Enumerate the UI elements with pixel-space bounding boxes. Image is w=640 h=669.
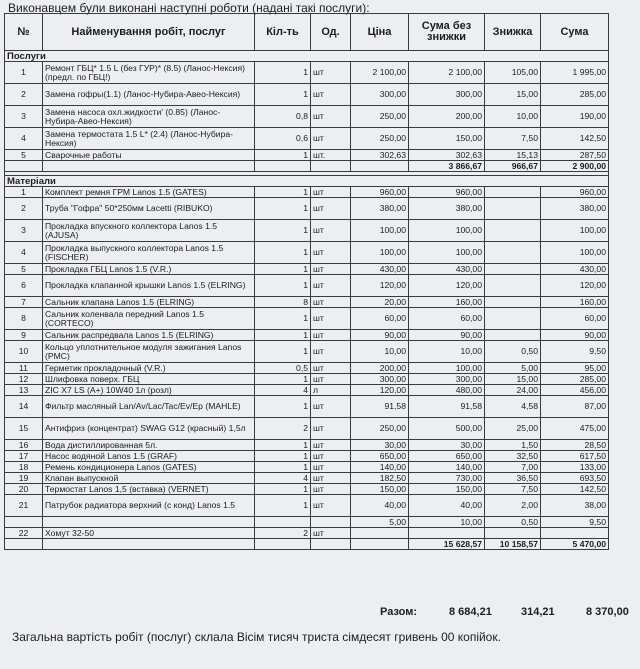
cell-qty: 1 [255,198,311,220]
cell-n: 20 [5,484,43,495]
cell-disc [485,242,541,264]
cell-disc: 7,00 [485,462,541,473]
table-row [5,308,609,330]
cell-disc [485,528,541,539]
cell-qty: 1 [255,275,311,297]
cell-sum: 300,00 [409,84,485,106]
cell-qty: 0,6 [255,128,311,150]
cell-total: 960,00 [541,187,609,198]
cell-name [43,517,255,528]
column-header: Найменування робіт, послуг [43,14,255,51]
cell-name: Термостат Lanos 1,5 (вставка) (VERNET) [43,484,255,495]
cell-disc: 7,50 [485,128,541,150]
section-total-disc: 10 158,57 [485,539,541,550]
table-row [5,341,609,363]
cell-sum: 650,00 [409,451,485,462]
cell-disc [485,187,541,198]
column-header: Кіл-ть [255,14,311,51]
cell-name: Прокладка ГБЦ Lanos 1.5 (V.R.) [43,264,255,275]
cell-price [351,528,409,539]
table-row [5,484,609,495]
cell-unit: шт [311,440,351,451]
cell-unit: шт [311,198,351,220]
cell-disc: 36,50 [485,473,541,484]
cell-sum: 480,00 [409,385,485,396]
cell-qty: 4 [255,473,311,484]
table-row [5,396,609,418]
cell-qty: 1 [255,484,311,495]
summary-discount: 314,21 [521,606,555,618]
cell-name: ZIC X7 LS (A+) 10W40 1л (розл) [43,385,255,396]
cell-sum: 100,00 [409,220,485,242]
cell-n: 16 [5,440,43,451]
cell-unit: шт [311,528,351,539]
cell-disc: 0,50 [485,517,541,528]
table-row [5,297,609,308]
cell-disc: 4,58 [485,396,541,418]
cell-sum: 960,00 [409,187,485,198]
cell-sum: 90,00 [409,330,485,341]
cell-price: 91,58 [351,396,409,418]
cell-sum: 302,63 [409,150,485,161]
cell-price: 380,00 [351,198,409,220]
cell-qty: 1 [255,451,311,462]
cell-price: 302,63 [351,150,409,161]
column-header: Знижка [485,14,541,51]
cell-disc: 0,50 [485,341,541,363]
cell-total: 87,00 [541,396,609,418]
cell-price: 60,00 [351,308,409,330]
cell-n: 1 [5,187,43,198]
table-row [5,462,609,473]
cell-name: Прокладка впускного коллектора Lanos 1.5 (AJUSA) [43,220,255,242]
cell-total [541,528,609,539]
document-heading: Виконавцем були виконані наступні роботи (надані такі послуги): [8,1,370,15]
cell-total: 160,00 [541,297,609,308]
cell-unit [311,517,351,528]
section-total-row [5,161,609,172]
table-row [5,418,609,440]
table-row [5,363,609,374]
summary-total: 8 370,00 [586,606,629,618]
cell-total: 38,00 [541,495,609,517]
cell-total: 133,00 [541,462,609,473]
cell-price: 140,00 [351,462,409,473]
column-header: Од. [311,14,351,51]
cell-sum: 160,00 [409,297,485,308]
cell-sum: 140,00 [409,462,485,473]
cell-name: Труба "Гофра" 50*250мм Lacetti (RIBUKO) [43,198,255,220]
table-row [5,330,609,341]
cell-disc: 7,50 [485,484,541,495]
cell-name: Замена насоса охл.жидкости' (0.85) (Ланос-Нубира-Авео-Нексия) [43,106,255,128]
cell-disc [485,330,541,341]
cell-disc: 32,50 [485,451,541,462]
column-header: № [5,14,43,51]
cell-total: 9,50 [541,341,609,363]
section-title: Матеріали [5,176,609,187]
cell-sum: 30,00 [409,440,485,451]
cell-price: 5,00 [351,517,409,528]
cell-n: 3 [5,106,43,128]
cell-price: 90,00 [351,330,409,341]
cell-total: 142,50 [541,128,609,150]
summary-label: Разом: [380,606,418,618]
cell-qty: 4 [255,385,311,396]
column-header: Сума без знижки [409,14,485,51]
cell-total: 617,50 [541,451,609,462]
cell-name: Сальник клапана Lanos 1.5 (ELRING) [43,297,255,308]
cell-price: 120,00 [351,385,409,396]
cell-unit: шт [311,62,351,84]
cell-n: 1 [5,62,43,84]
table-row [5,440,609,451]
cell-unit: шт [311,84,351,106]
cell-name: Замена гофры(1.1) (Ланос-Нубира-Авео-Нексия) [43,84,255,106]
cell-disc: 10,00 [485,106,541,128]
cell-disc: 5,00 [485,363,541,374]
table-row [5,264,609,275]
cell-price: 2 100,00 [351,62,409,84]
section-total-row [5,539,609,550]
cell-price: 430,00 [351,264,409,275]
cell-price: 100,00 [351,242,409,264]
summary-sum: 8 684,21 [449,606,492,618]
cell-total: 100,00 [541,220,609,242]
cell-unit: шт [311,308,351,330]
cell-disc: 25,00 [485,418,541,440]
table-row [5,374,609,385]
cell-total: 285,00 [541,84,609,106]
table-header-row [5,14,609,51]
cell-total: 100,00 [541,242,609,264]
section-total-sum: 3 866,67 [409,161,485,172]
cell-unit: шт [311,242,351,264]
cell-qty: 1 [255,374,311,385]
section-row [5,51,609,62]
cell-n: 4 [5,242,43,264]
cell-unit: шт [311,106,351,128]
cell-sum: 10,00 [409,341,485,363]
cell-n: 8 [5,308,43,330]
cell-n: 22 [5,528,43,539]
cell-qty: 1 [255,440,311,451]
cell-sum: 10,00 [409,517,485,528]
cell-qty: 1 [255,330,311,341]
table-row [5,198,609,220]
cell-name: Шлифовка поверх. ГБЦ [43,374,255,385]
table-row [5,187,609,198]
cell-n: 14 [5,396,43,418]
cell-disc [485,220,541,242]
cell-sum: 150,00 [409,128,485,150]
cell-price: 250,00 [351,418,409,440]
cell-qty: 8 [255,297,311,308]
cell-total: 430,00 [541,264,609,275]
cell-unit: шт [311,220,351,242]
cell-qty: 1 [255,462,311,473]
cell-disc [485,198,541,220]
cell-qty: 1 [255,62,311,84]
cell-total: 287,50 [541,150,609,161]
cell-unit: шт [311,297,351,308]
column-header: Ціна [351,14,409,51]
cell-n: 11 [5,363,43,374]
cell-n: 13 [5,385,43,396]
cell-qty: 2 [255,418,311,440]
cell-n: 6 [5,275,43,297]
section-title: Послуги [5,51,609,62]
cell-price: 960,00 [351,187,409,198]
cell-name: Ремонт ГБЦ* 1.5 L (без ГУР)* (8.5) (Ланос-Нексия) (предл. по ГБЦ!) [43,62,255,84]
cell-sum [409,528,485,539]
table-row [5,106,609,128]
cell-disc [485,297,541,308]
section-total-sum: 15 628,57 [409,539,485,550]
cell-name: Герметик прокладочный (V.R.) [43,363,255,374]
cell-name: Комплект ремня ГРМ Lanos 1.5 (GATES) [43,187,255,198]
cell-total: 28,50 [541,440,609,451]
cell-sum: 380,00 [409,198,485,220]
cell-price: 250,00 [351,106,409,128]
cell-name: Насос водяной Lanos 1.5 (GRAF) [43,451,255,462]
cell-qty: 1 [255,341,311,363]
cell-price: 30,00 [351,440,409,451]
cell-name: Хомут 32-50 [43,528,255,539]
cell-total: 142,50 [541,484,609,495]
cell-disc: 15,00 [485,84,541,106]
total-in-words: Загальна вартість робіт (послуг) склала Вісім тисяч триста сімдесят гривень 00 копійок. [12,630,501,644]
cell-price: 200,00 [351,363,409,374]
cell-unit: шт [311,341,351,363]
cell-total: 475,00 [541,418,609,440]
table-row [5,528,609,539]
cell-n: 19 [5,473,43,484]
cell-qty: 2 [255,528,311,539]
cell-price: 100,00 [351,220,409,242]
cell-unit: шт [311,363,351,374]
table-row [5,220,609,242]
cell-qty: 0,5 [255,363,311,374]
cell-total: 285,00 [541,374,609,385]
cell-unit: шт [311,451,351,462]
cell-n: 5 [5,150,43,161]
cell-total: 60,00 [541,308,609,330]
cell-n: 3 [5,220,43,242]
cell-total: 120,00 [541,275,609,297]
cell-disc [485,308,541,330]
cell-n: 4 [5,128,43,150]
cell-price: 120,00 [351,275,409,297]
cell-name: Кольцо уплотнительное модуля зажигания Lanos (PMC) [43,341,255,363]
table-row [5,517,609,528]
cell-unit: шт [311,495,351,517]
cell-price: 650,00 [351,451,409,462]
cell-unit: шт [311,396,351,418]
cell-price: 20,00 [351,297,409,308]
cell-name: Прокладка клапанной крышки Lanos 1.5 (ELRING) [43,275,255,297]
cell-total: 380,00 [541,198,609,220]
cell-disc: 15,00 [485,374,541,385]
cell-price: 10,00 [351,341,409,363]
cell-qty: 1 [255,242,311,264]
cell-disc: 15,13 [485,150,541,161]
cell-unit: шт [311,374,351,385]
cell-sum: 430,00 [409,264,485,275]
cell-name: Сальник коленвала передний Lanos 1.5 (CORTECO) [43,308,255,330]
cell-sum: 2 100,00 [409,62,485,84]
cell-name: Сальник распредвала Lanos 1.5 (ELRING) [43,330,255,341]
table-row [5,62,609,84]
section-row [5,176,609,187]
cell-disc: 105,00 [485,62,541,84]
table-row [5,150,609,161]
cell-name: Вода дистиллированная 5л. [43,440,255,451]
table-row [5,128,609,150]
cell-qty: 1 [255,220,311,242]
cell-name: Патрубок радиатора верхний (с конд) Lanos 1.5 [43,495,255,517]
cell-unit: л [311,385,351,396]
cell-name: Клапан выпускной [43,473,255,484]
cell-disc [485,275,541,297]
cell-qty: 1 [255,150,311,161]
section-total-total: 2 900,00 [541,161,609,172]
cell-price: 182,50 [351,473,409,484]
cell-unit: шт [311,462,351,473]
table-row [5,473,609,484]
cell-qty: 1 [255,84,311,106]
table-row [5,275,609,297]
cell-sum: 300,00 [409,374,485,385]
cell-sum: 730,00 [409,473,485,484]
cell-unit: шт [311,187,351,198]
cell-n: 10 [5,341,43,363]
cell-unit: шт. [311,150,351,161]
cell-price: 250,00 [351,128,409,150]
cell-n: 9 [5,330,43,341]
cell-unit: шт [311,418,351,440]
cell-n: 18 [5,462,43,473]
cell-n: 2 [5,84,43,106]
cell-disc: 2,00 [485,495,541,517]
cell-price: 300,00 [351,374,409,385]
cell-n: 15 [5,418,43,440]
cell-sum: 120,00 [409,275,485,297]
table-row [5,84,609,106]
cell-disc: 1,50 [485,440,541,451]
cell-unit: шт [311,473,351,484]
cell-sum: 60,00 [409,308,485,330]
cell-n: 7 [5,297,43,308]
cell-sum: 500,00 [409,418,485,440]
cell-unit: шт [311,264,351,275]
cell-n: 17 [5,451,43,462]
cell-disc: 24,00 [485,385,541,396]
section-total-total: 5 470,00 [541,539,609,550]
cell-name: Антифриз (концентрат) SWAG G12 (красный) 1,5л [43,418,255,440]
cell-n: 5 [5,264,43,275]
works-table [4,13,609,550]
cell-qty: 1 [255,396,311,418]
cell-qty: 1 [255,187,311,198]
cell-name: Замена термостата 1.5 L* (2.4) (Ланос-Нубира-Нексия) [43,128,255,150]
cell-disc [485,264,541,275]
cell-name: Прокладка выпускного коллектора Lanos 1.5 (FISCHER) [43,242,255,264]
table-row [5,495,609,517]
cell-total: 693,50 [541,473,609,484]
cell-name: Фильтр масляный Lan/Av/Lac/Tac/Ev/Ep (MAHLE) [43,396,255,418]
cell-name: Сварочные работы [43,150,255,161]
cell-name: Ремень кондиционера Lanos (GATES) [43,462,255,473]
cell-total: 190,00 [541,106,609,128]
cell-qty: 1 [255,264,311,275]
cell-unit: шт [311,275,351,297]
table-row [5,242,609,264]
section-total-disc: 966,67 [485,161,541,172]
cell-sum: 100,00 [409,242,485,264]
cell-sum: 100,00 [409,363,485,374]
cell-total: 9,50 [541,517,609,528]
cell-qty: 1 [255,495,311,517]
cell-total: 456,00 [541,385,609,396]
cell-price: 300,00 [351,84,409,106]
cell-n [5,517,43,528]
cell-unit: шт [311,128,351,150]
table-row [5,385,609,396]
cell-qty: 0,8 [255,106,311,128]
cell-total: 1 995,00 [541,62,609,84]
cell-price: 40,00 [351,495,409,517]
cell-n: 21 [5,495,43,517]
cell-n: 12 [5,374,43,385]
column-header: Сума [541,14,609,51]
cell-total: 90,00 [541,330,609,341]
cell-sum: 40,00 [409,495,485,517]
cell-sum: 150,00 [409,484,485,495]
cell-sum: 200,00 [409,106,485,128]
cell-price: 150,00 [351,484,409,495]
cell-qty: 1 [255,308,311,330]
cell-qty [255,517,311,528]
cell-n: 2 [5,198,43,220]
table-row [5,451,609,462]
cell-unit: шт [311,330,351,341]
cell-total: 95,00 [541,363,609,374]
cell-sum: 91,58 [409,396,485,418]
cell-unit: шт [311,484,351,495]
